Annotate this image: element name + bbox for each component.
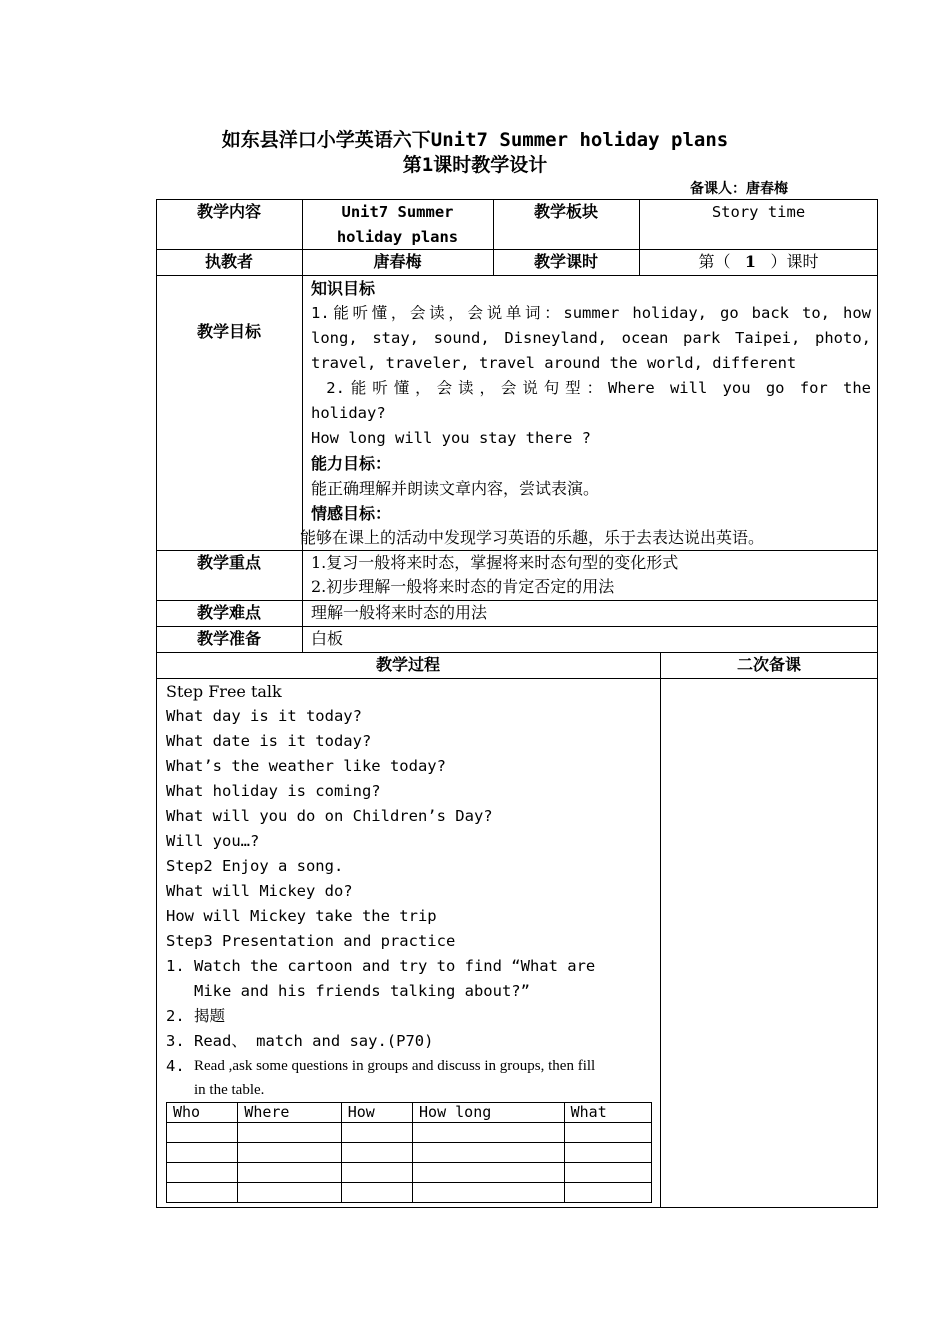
info-table [166,1102,652,1203]
process-line: Step3 Presentation and practice [166,932,456,950]
knowledge-heading: 知识目标 [311,279,376,298]
section-label: 教学板块 [533,202,598,221]
list-text: 揭题 [194,1007,226,1025]
list-num: 4. [166,1057,185,1075]
process-line: What’s the weather like today? [166,757,446,775]
objective-line: 1.能听懂，会读，会说单词：summer holiday, go back to, how [311,304,871,322]
list-text: Read ,ask some questions in groups and discuss in groups, then fill [194,1058,596,1074]
table-header: Who [167,1103,238,1123]
list-text: Read、 match and say.(P70) [194,1032,434,1050]
objectives-content [311,276,871,526]
table-header-row [167,1103,652,1123]
process-line: Will you…? [166,832,260,850]
emotion-text: 能够在课上的活动中发现学习英语的乐趣，乐于去表达说出英语。 [300,528,765,547]
table-header: Where [238,1103,341,1123]
notes-label: 二次备课 [736,655,801,674]
content-label: 教学内容 [196,202,261,221]
section-value: Story time [711,203,806,221]
step-free-talk: Step Free talk [166,682,282,701]
process-line: What holiday is coming? [166,782,381,800]
preparation-text: 白板 [311,629,344,648]
list-num: 3. [166,1032,185,1050]
objective-line: 2.能听懂，会读，会说句型：Where will you go for the [311,379,871,397]
emotion-heading: 情感目标： [311,504,392,523]
table-row [167,1163,652,1183]
ability-text: 能正确理解并朗读文章内容，尝试表演。 [311,479,600,498]
difficulties-label: 教学难点 [196,603,261,622]
preparation-label: 教学准备 [196,629,261,648]
key-points-content: 1.复习一般将来时态，掌握将来时态句型的变化形式 2.初步理解一般将来时态的肯定否定的用法 [311,553,679,596]
objectives-label: 教学目标 [196,322,261,341]
objective-line: travel, traveler, travel around the world, different [311,354,797,372]
process-line: What day is it today? [166,707,362,725]
table-row [167,1143,652,1163]
objective-line: How long will you stay there ? [311,429,591,447]
table-row [167,1183,652,1203]
teacher-label: 执教者 [204,252,253,271]
process-line: Step2 Enjoy a song. [166,857,344,875]
list-text: Mike and his friends talking about?” [194,982,530,1000]
process-line: How will Mickey take the trip [166,907,437,925]
period-label: 教学课时 [533,252,598,271]
list-text: in the table. [194,1082,265,1098]
table-header: What [564,1103,651,1123]
process-line: What will Mickey do? [166,882,353,900]
list-text: Watch the cartoon and try to find “What are [194,957,596,975]
teacher-value: 唐春梅 [373,252,422,271]
document-subtitle: 第1课时教学设计 [402,154,548,176]
list-num: 2. [166,1007,185,1025]
document-title: 如东县洋口小学英语六下Unit7 Summer holiday plans [221,129,729,151]
table-header: How long [413,1103,565,1123]
list-num: 1. [166,957,185,975]
objective-line: holiday? [311,404,386,422]
process-line: What will you do on Children’s Day? [166,807,493,825]
objective-line: long, stay, sound, Disneyland, ocean park Taipei, photo, [311,329,871,347]
ability-heading: 能力目标： [311,454,392,473]
key-points-label: 教学重点 [196,553,261,572]
content-value: Unit7 Summer holiday plans [336,203,459,246]
table-row [167,1123,652,1143]
preparer: 备课人：唐春梅 [690,181,788,197]
process-line: What date is it today? [166,732,372,750]
difficulties-text: 理解一般将来时态的用法 [311,603,488,622]
process-label: 教学过程 [375,655,440,674]
period-value: 第（ 1 ）课时 [698,252,819,271]
table-header: How [341,1103,412,1123]
